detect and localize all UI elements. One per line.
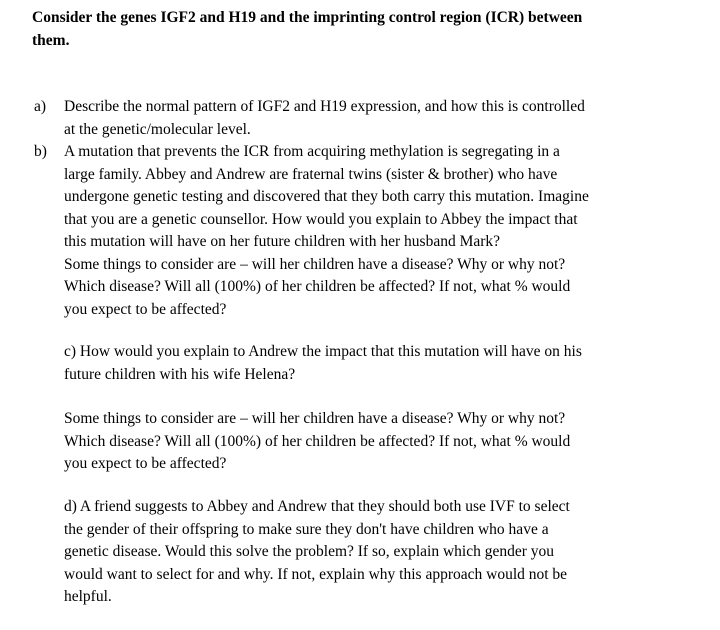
question-d (64, 496, 694, 609)
question-b-marker: b) (34, 143, 47, 160)
question-c-consider-line: Which disease? Will all (100%) of her children be affected? If not, what % would (64, 432, 571, 450)
question-c-consider-line: Some things to consider are – will her children have a disease? Why or why not? (64, 410, 566, 427)
question-b-line: that you are a genetic counsellor. How would you explain to Abbey the impact that (64, 210, 578, 228)
question-b-line: undergone genetic testing and discovered that they both carry this mutation. Imagine (64, 188, 589, 205)
heading-line: them. (32, 32, 70, 49)
question-b (34, 141, 694, 321)
question-d-line: d) A friend suggests to Abbey and Andrew that they should both use IVF to select (64, 498, 570, 515)
question-b-line: this mutation will have on her future children with her husband Mark? (64, 233, 501, 250)
question-b-text (64, 141, 694, 321)
question-c-considerations (64, 408, 694, 476)
question-b-line: you expect to be affected? (64, 300, 227, 318)
question-c (64, 341, 694, 386)
question-b-line: A mutation that prevents the ICR from acquiring methylation is segregating in a (64, 143, 560, 160)
question-a (34, 96, 694, 141)
heading-line: Consider the genes IGF2 and H19 and the imprinting control region (ICR) between (32, 9, 583, 26)
question-c-line: future children with his wife Helena? (64, 365, 296, 383)
question-b-line: Some things to consider are – will her children have a disease? Why or why not? (64, 255, 566, 273)
question-d-line: helpful. (64, 588, 112, 605)
question-a-marker: a) (34, 98, 47, 115)
question-a-line: at the genetic/molecular level. (64, 120, 251, 138)
question-b-line: large family. Abbey and Andrew are fraternal twins (sister & brother) who have (64, 165, 558, 183)
question-a-text (64, 96, 694, 141)
question-b-line: Which disease? Will all (100%) of her children be affected? If not, what % would (64, 278, 571, 295)
question-d-line: the gender of their offspring to make sure they don't have children who have a (64, 520, 549, 538)
question-c-line: c) How would you explain to Andrew the impact that this mutation will have on his (64, 343, 582, 360)
question-c-consider-line: you expect to be affected? (64, 455, 227, 472)
question-heading (32, 6, 692, 52)
question-d-line: genetic disease. Would this solve the problem? If so, explain which gender you (64, 543, 555, 560)
question-a-line: Describe the normal pattern of IGF2 and H19 expression, and how this is controlled (64, 98, 585, 115)
question-d-line: would want to select for and why. If not, explain why this approach would not be (64, 565, 568, 583)
